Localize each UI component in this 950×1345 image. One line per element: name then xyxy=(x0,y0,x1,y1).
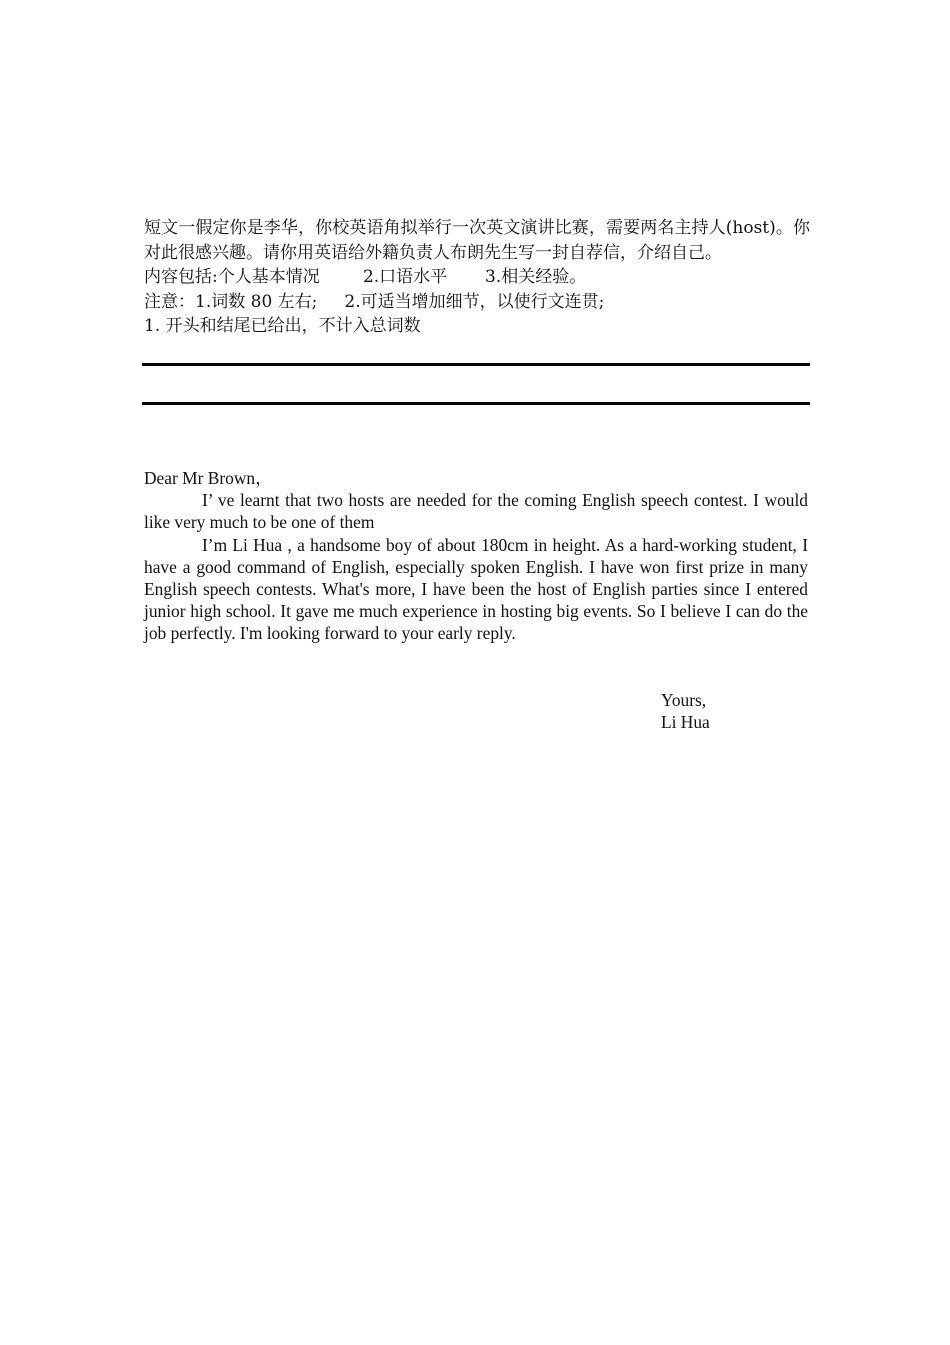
writing-prompt xyxy=(144,216,810,339)
signature: Li Hua xyxy=(661,712,710,733)
answer-line-bottom xyxy=(142,402,810,405)
letter-salutation: Dear Mr Brown， xyxy=(144,468,273,488)
letter-body xyxy=(144,467,808,645)
answer-line-top xyxy=(142,363,810,366)
letter-paragraph-2: I’m Li Hua , a handsome boy of about 180cm in height. As a hard-working student, I have a good command of English, especially spoken English. I have won first prize in many English speech contests. What's more, I have been the host of English parties since I entered junior high school. It gave me much experience in hosting big events. So I believe I can do the job perfectly. I'm looking forward to your early reply. xyxy=(144,534,808,644)
letter-paragraph-1: I’ ve learnt that two hosts are needed for the coming English speech contest. I would like very much to be one of them xyxy=(144,490,808,533)
prompt-task: 短文一假定你是李华，你校英语角拟举行一次英文演讲比赛，需要两名主持人(host)。你对此很感兴趣。请你用英语给外籍负责人布朗先生写一封自荐信，介绍自己。 xyxy=(144,218,810,263)
letter-closing xyxy=(661,689,710,733)
prompt-content-requirements: 内容包括:个人基本情况 2.口语水平 3.相关经验。 xyxy=(144,267,587,287)
prompt-notes-2: 1. 开头和结尾已给出，不计入总词数 xyxy=(144,316,421,336)
closing-phrase: Yours, xyxy=(661,690,707,710)
prompt-notes: 注意：1.词数 80 左右; 2.可适当增加细节，以使行文连贯; xyxy=(144,291,605,312)
